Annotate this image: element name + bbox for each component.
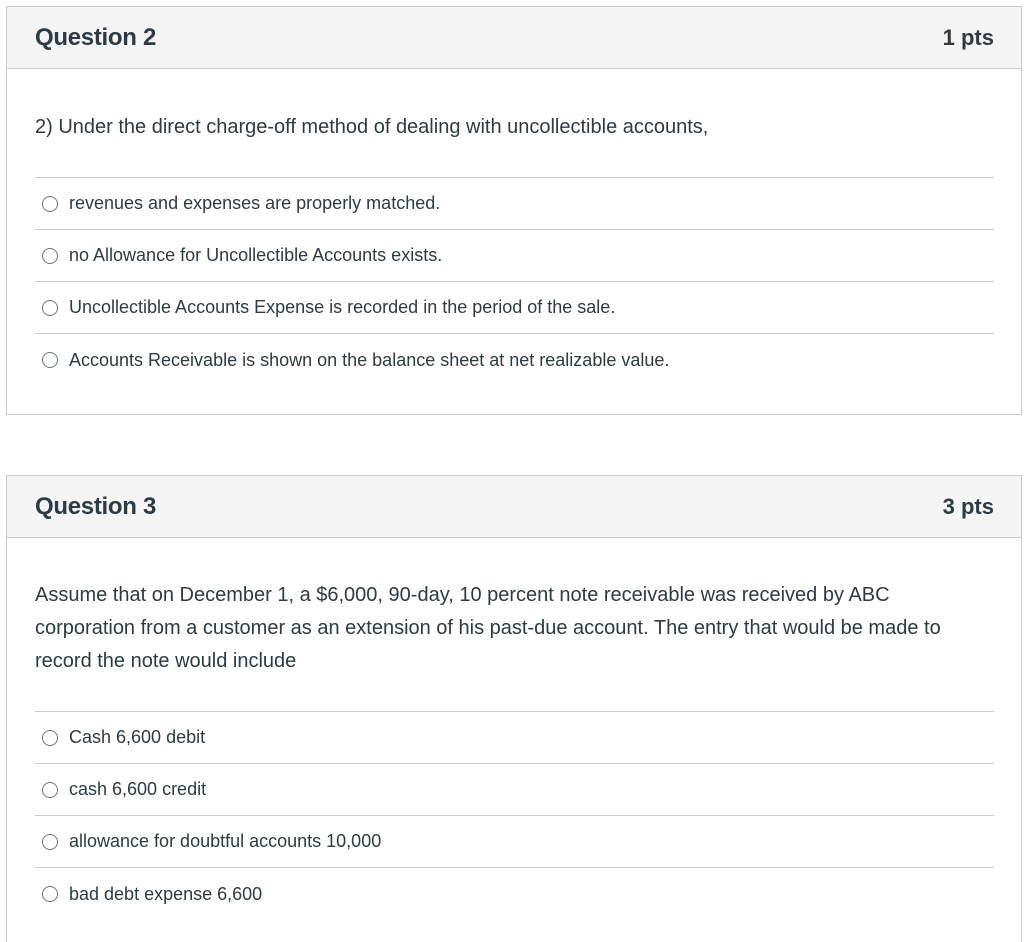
answer-label: bad debt expense 6,600 xyxy=(69,883,263,904)
answer-option[interactable] xyxy=(35,230,994,282)
answer-label: no Allowance for Uncollectible Accounts exists. xyxy=(69,245,443,265)
radio-button[interactable] xyxy=(42,248,58,264)
answer-option[interactable] xyxy=(35,178,994,230)
question-text: Assume that on December 1, a $6,000, 90-day, 10 percent note receivable was received by ABC corporation from a customer as an extension of his past-due account. The entry that would be made to record the note would include xyxy=(35,584,941,672)
question-body xyxy=(7,69,1021,386)
radio-button[interactable] xyxy=(42,782,58,798)
radio-button[interactable] xyxy=(42,196,58,212)
question-title: Question 2 xyxy=(35,23,157,51)
answer-label: Accounts Receivable is shown on the balance sheet at net realizable value. xyxy=(69,349,670,370)
question-3 xyxy=(6,475,1022,942)
radio-button[interactable] xyxy=(42,352,58,368)
radio-button[interactable] xyxy=(42,834,58,850)
radio-button[interactable] xyxy=(42,886,58,902)
answer-label: cash 6,600 credit xyxy=(69,779,207,799)
answer-label: Cash 6,600 debit xyxy=(69,727,206,747)
question-2 xyxy=(6,6,1022,415)
question-body xyxy=(7,538,1021,920)
answer-option[interactable] xyxy=(35,816,994,868)
answer-option[interactable] xyxy=(35,764,994,816)
question-title: Question 3 xyxy=(35,492,157,520)
answer-option[interactable] xyxy=(35,868,994,920)
answer-list xyxy=(35,711,994,920)
answer-label: Uncollectible Accounts Expense is recorded in the period of the sale. xyxy=(69,297,616,317)
answer-option[interactable] xyxy=(35,712,994,764)
answer-option[interactable] xyxy=(35,282,994,334)
radio-button[interactable] xyxy=(42,300,58,316)
question-points: 1 pts xyxy=(942,24,994,50)
answer-option[interactable] xyxy=(35,334,994,386)
answer-label: allowance for doubtful accounts 10,000 xyxy=(69,831,382,851)
answer-label: revenues and expenses are properly matched. xyxy=(69,193,441,213)
question-points: 3 pts xyxy=(942,493,994,519)
question-header xyxy=(7,7,1021,69)
radio-button[interactable] xyxy=(42,730,58,746)
question-header xyxy=(7,476,1021,538)
answer-list xyxy=(35,177,994,386)
question-text: 2) Under the direct charge-off method of dealing with uncollectible accounts, xyxy=(35,116,709,138)
